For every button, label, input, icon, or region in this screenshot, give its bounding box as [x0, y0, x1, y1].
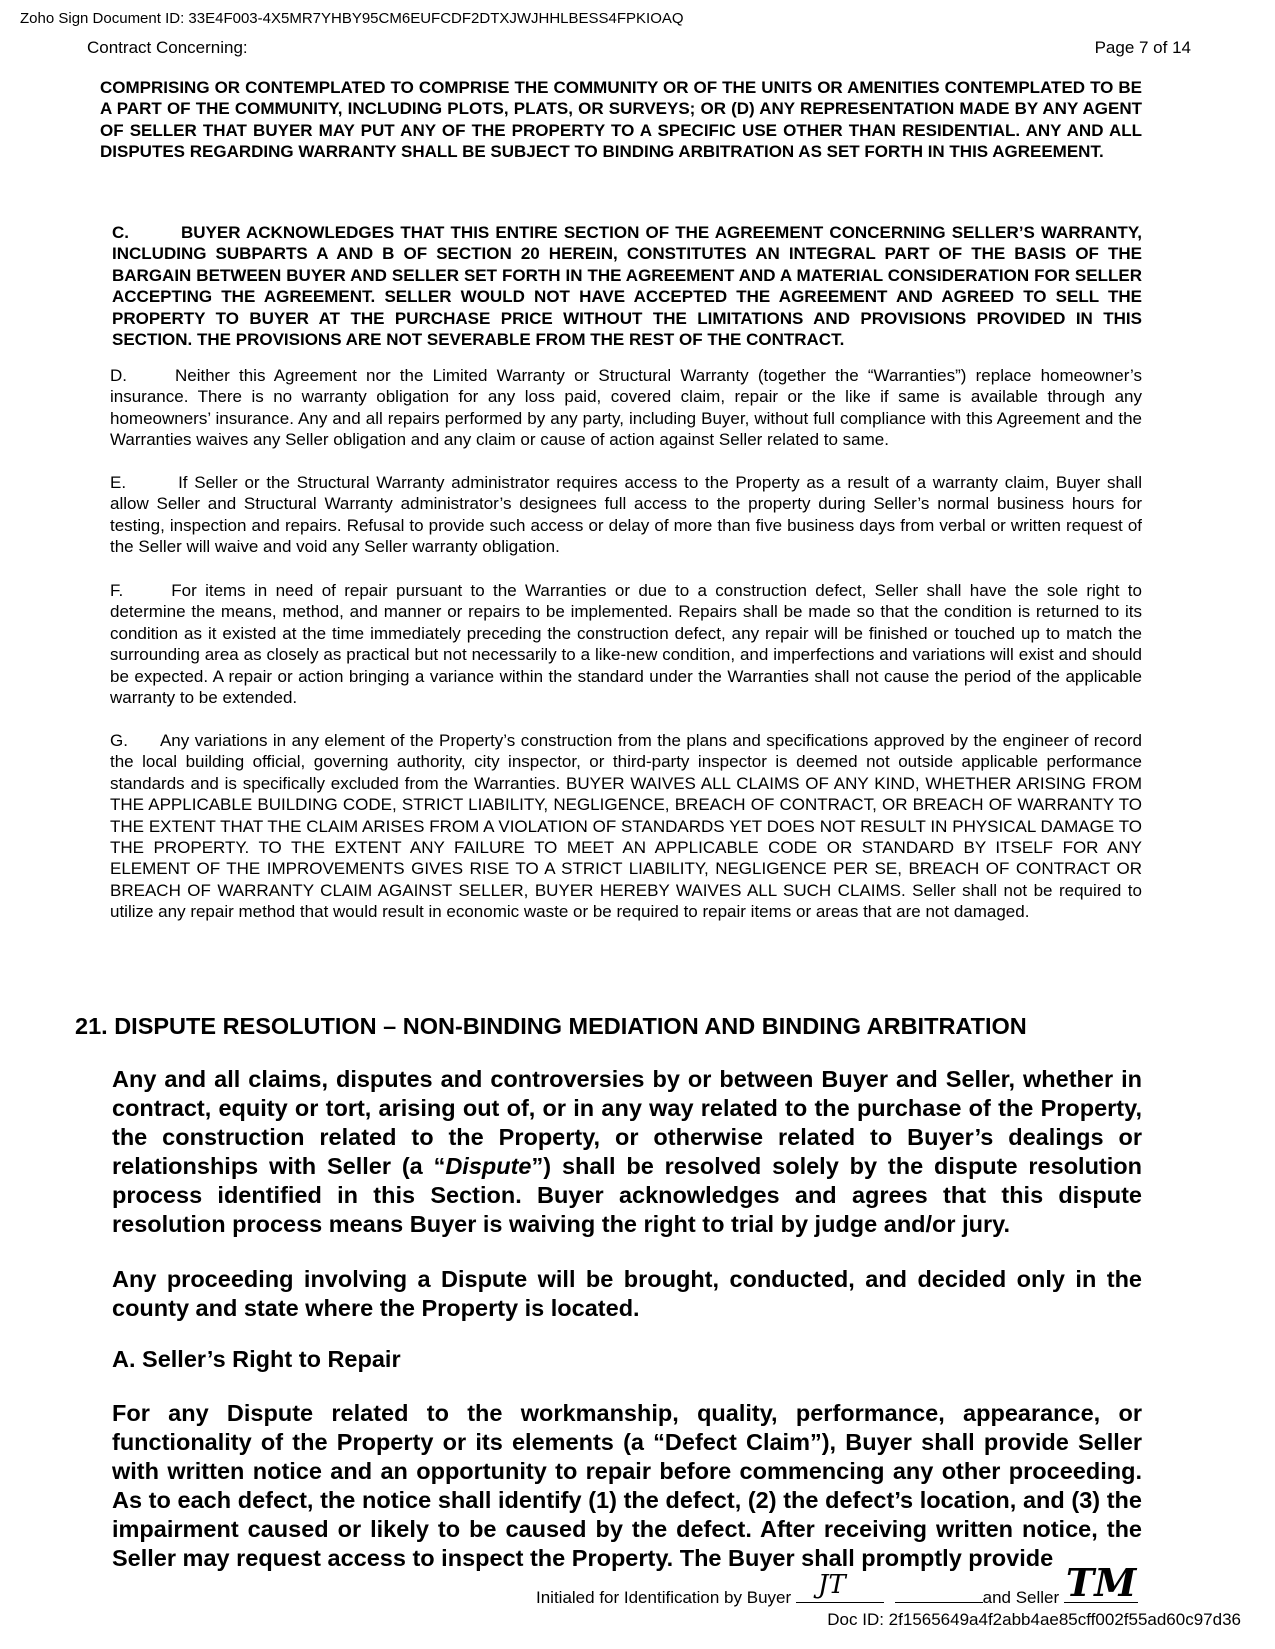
paragraph-e: [110, 472, 1142, 558]
paragraph-c-text: BUYER ACKNOWLEDGES THAT THIS ENTIRE SECTION OF THE AGREEMENT CONCERNING SELLER’S WARRANTY, INCLUDING SUBPARTS A AND B OF SECTION 20 HEREIN, CONSTITUTES AN INTEGRAL PART OF THE BASIS OF THE BARGAIN BETWEEN BUYER AND SELLER SET FORTH IN THE AGREEMENT AND A MATERIAL CONSIDERATION FOR SELLER ACCEPTING THE AGREEMENT. SELLER WOULD NOT HAVE ACCEPTED THE AGREEMENT AND AGREED TO SELL THE PROPERTY TO BUYER AT THE PURCHASE PRICE WITHOUT THE LIMITATIONS AND PROVISIONS PROVIDED IN THIS SECTION. THE PROVISIONS ARE NOT SEVERABLE FROM THE REST OF THE CONTRACT.: [112, 223, 1142, 350]
dispute-term: Dispute: [445, 1153, 532, 1179]
initialed-label: Initialed for Identification by Buyer: [536, 1588, 792, 1607]
buyer-initials-signature: JT: [817, 1570, 846, 1600]
doc-id: Doc ID: 2f1565649a4f2abb4ae85cff002f55ad60c97d36: [827, 1610, 1241, 1629]
paragraph-c: [112, 222, 1142, 350]
s21-p1-before: Any and all claims, disputes and controversies by or between Buyer and Seller, whether in contract, equity or tort, arising out of, or in any way related to the purchase of the Property, the construction related to the Property, or otherwise related to Buyer’s dealings or relationships with Seller (a “: [112, 1066, 1142, 1179]
paragraph-e-label: E.: [110, 473, 127, 492]
paragraph-c-label: C.: [112, 223, 129, 242]
buyer-initials-field[interactable]: [796, 1570, 884, 1603]
initials-footer: [536, 1560, 1138, 1608]
paragraph-f-label: F.: [110, 581, 124, 600]
seller-initials-field[interactable]: [1064, 1560, 1138, 1605]
and-seller-label: and Seller: [982, 1588, 1060, 1607]
paragraph-g-label: G.: [110, 731, 128, 750]
zoho-document-id: Zoho Sign Document ID: 33E4F003-4X5MR7YHBY95CM6EUFCDF2DTXJWJHHLBESS4FPKIOAQ: [20, 10, 684, 27]
blank-initials-field[interactable]: [895, 1584, 983, 1603]
subsection-a-paragraph: For any Dispute related to the workmanship, quality, performance, appearance, or functionality of the Property or its elements (a “Defect Claim”), Buyer shall provide Seller with written notice and an opportunity to repair before commencing any other proceeding. As to each defect, the notice shall identify (1) the defect, (2) the defect’s location, and (3) the impairment caused or likely to be caused by the defect. After receiving written notice, the Seller may request access to inspect the Property. The Buyer shall promptly provide: [112, 1400, 1142, 1571]
paragraph-g: [110, 730, 1142, 923]
contract-concerning-label: Contract Concerning:: [87, 38, 248, 57]
paragraph-f: [110, 580, 1142, 708]
paragraph-d-label: D.: [110, 366, 127, 385]
section-21-paragraph-2: Any proceeding involving a Dispute will be brought, conducted, and decided only in the county and state where the Property is located.: [112, 1266, 1142, 1321]
page-number: Page 7 of 14: [1094, 38, 1191, 57]
seller-initials-signature: TM: [1065, 1560, 1137, 1605]
paragraph-g-text: Any variations in any element of the Property’s construction from the plans and specifications approved by the engineer of record the local building official, governing authority, city inspector, or third-party inspector is deemed not outside applicable performance standards and is specifically excluded from the Warranties. BUYER WAIVES ALL CLAIMS OF ANY KIND, WHETHER ARISING FROM THE APPLICABLE BUILDING CODE, STRICT LIABILITY, NEGLIGENCE, BREACH OF CONTRACT, OR BREACH OF WARRANTY TO THE EXTENT THAT THE CLAIM ARISES FROM A VIOLATION OF STANDARDS YET DOES NOT RESULT IN PHYSICAL DAMAGE TO THE PROPERTY. TO THE EXTENT ANY FAILURE TO MEET AN APPLICABLE CODE OR STANDARD BY ITSELF FOR ANY ELEMENT OF THE IMPROVEMENTS GIVES RISE TO A STRICT LIABILITY, NEGLIGENCE PER SE, BREACH OF CONTRACT OR BREACH OF WARRANTY CLAIM AGAINST SELLER, BUYER HEREBY WAIVES ALL SUCH CLAIMS. Seller shall not be required to utilize any repair method that would result in economic waste or be required to repair items or areas that are not damaged.: [110, 731, 1142, 922]
paragraph-d-text: Neither this Agreement nor the Limited Warranty or Structural Warranty (together the “Warranties”) replace homeowner’s insurance. There is no warranty obligation for any loss paid, covered claim, repair or the like if same is available through any homeowners’ insurance. Any and all repairs performed by any party, including Buyer, without full compliance with this Agreement and the Warranties waives any Seller obligation and any claim or cause of action against Seller related to same.: [110, 366, 1142, 450]
section-21-heading: 21. DISPUTE RESOLUTION – NON-BINDING MEDIATION AND BINDING ARBITRATION: [75, 1013, 1027, 1039]
paragraph-f-text: For items in need of repair pursuant to the Warranties or due to a construction defect, Seller shall have the sole right to determine the means, method, and manner or repairs to be implemented. Repairs shall be made so that the condition is returned to its condition as it existed at the time immediately preceding the construction defect, any repair will be finished or touched up to match the surrounding area as closely as practical but not necessarily to a like-new condition, and imperfections and variations will exist and should be expected. A repair or action bringing a variance within the standard under the Warranties shall not cause the period of the applicable warranty to be extended.: [110, 581, 1142, 708]
paragraph-d: [110, 365, 1142, 451]
subsection-a-heading: A. Seller’s Right to Repair: [112, 1346, 401, 1372]
paragraph-top-caps: COMPRISING OR CONTEMPLATED TO COMPRISE THE COMMUNITY OR OF THE UNITS OR AMENITIES CONTEMPLATED TO BE A PART OF THE COMMUNITY, INCLUDING PLOTS, PLATS, OR SURVEYS; OR (D) ANY REPRESENTATION MADE BY ANY AGENT OF SELLER THAT BUYER MAY PUT ANY OF THE PROPERTY TO A SPECIFIC USE OTHER THAN RESIDENTIAL. ANY AND ALL DISPUTES REGARDING WARRANTY SHALL BE SUBJECT TO BINDING ARBITRATION AS SET FORTH IN THIS AGREEMENT.: [100, 78, 1142, 162]
paragraph-e-text: If Seller or the Structural Warranty administrator requires access to the Property as a result of a warranty claim, Buyer shall allow Seller and Structural Warranty administrator’s designees full access to the property during Seller’s normal business hours for testing, inspection and repairs. Refusal to provide such access or delay of more than five business days from verbal or written request of the Seller will waive and void any Seller warranty obligation.: [110, 473, 1142, 557]
section-21-paragraph-1: [112, 1065, 1142, 1239]
s21-p1-after: ”) shall be resolved solely by the dispute resolution process identified in this Section. Buyer acknowledges and agrees that this dispute resolution process means Buyer is waiving the right to trial by judge and/or jury.: [112, 1153, 1142, 1237]
